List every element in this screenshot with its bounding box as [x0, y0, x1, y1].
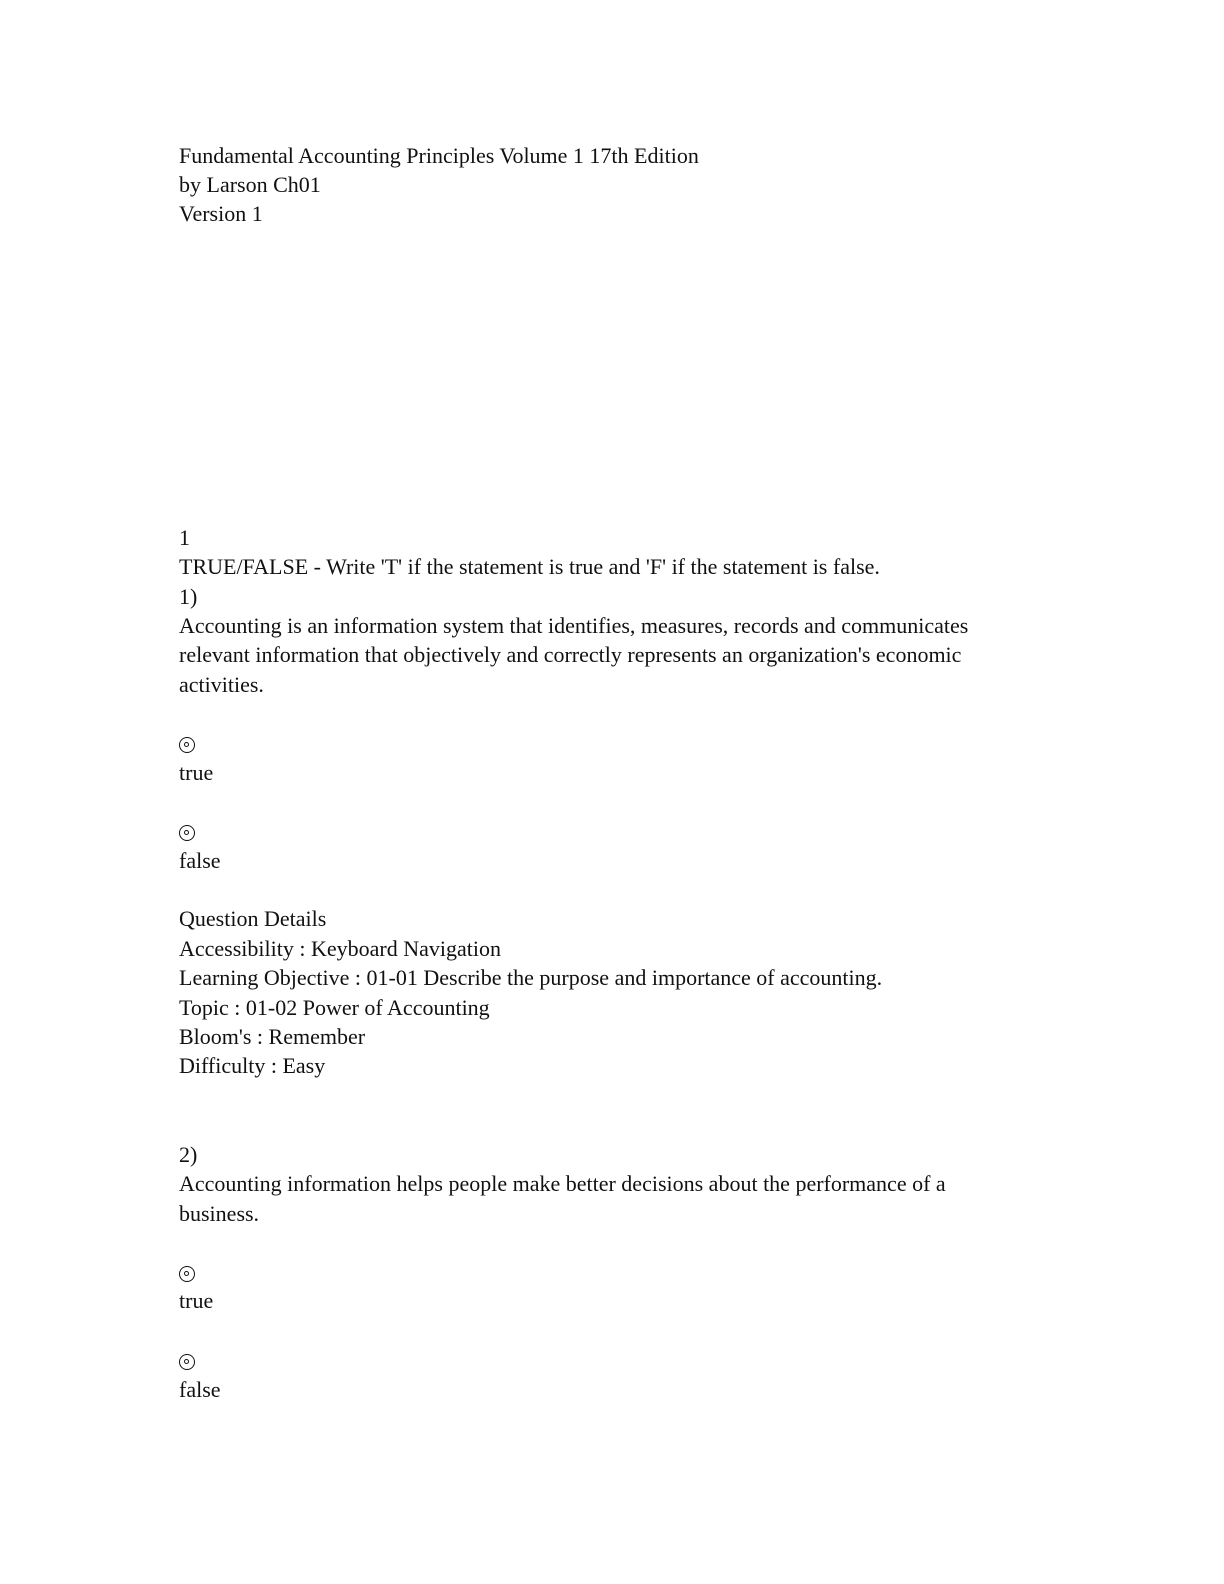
detail-accessibility: Accessibility : Keyboard Navigation — [179, 936, 501, 961]
question-text: Accounting is an information system that identifies, measures, records and communicates — [179, 613, 969, 638]
radio-icon[interactable] — [179, 737, 195, 753]
document-version: Version 1 — [179, 201, 263, 226]
detail-difficulty: Difficulty : Easy — [179, 1053, 326, 1078]
detail-objective: Learning Objective : 01-01 Describe the purpose and importance of accounting. — [179, 965, 883, 990]
radio-true[interactable] — [179, 728, 195, 758]
question-text: business. — [179, 1201, 260, 1226]
radio-false[interactable] — [179, 816, 195, 846]
radio-icon[interactable] — [179, 825, 195, 841]
option-true-label: true — [179, 760, 214, 785]
details-heading: Question Details — [179, 906, 327, 931]
radio-icon[interactable] — [179, 1354, 195, 1370]
section-instructions: TRUE/FALSE - Write 'T' if the statement is true and 'F' if the statement is false. — [179, 554, 880, 579]
question-text: activities. — [179, 672, 264, 697]
radio-false[interactable] — [179, 1345, 195, 1375]
section-number: 1 — [179, 525, 190, 550]
question-number: 1) — [179, 584, 198, 609]
detail-topic: Topic : 01-02 Power of Accounting — [179, 995, 490, 1020]
option-true-label: true — [179, 1288, 214, 1313]
radio-icon[interactable] — [179, 1266, 195, 1282]
option-false-label: false — [179, 1377, 221, 1402]
question-number: 2) — [179, 1142, 198, 1167]
document-title: Fundamental Accounting Principles Volume 1 17th Edition — [179, 143, 699, 168]
option-false-label: false — [179, 848, 221, 873]
radio-true[interactable] — [179, 1257, 195, 1287]
question-text: Accounting information helps people make better decisions about the performance of a — [179, 1171, 946, 1196]
document-author: by Larson Ch01 — [179, 172, 321, 197]
question-text: relevant information that objectively and correctly represents an organization's economic — [179, 642, 962, 667]
detail-blooms: Bloom's : Remember — [179, 1024, 366, 1049]
